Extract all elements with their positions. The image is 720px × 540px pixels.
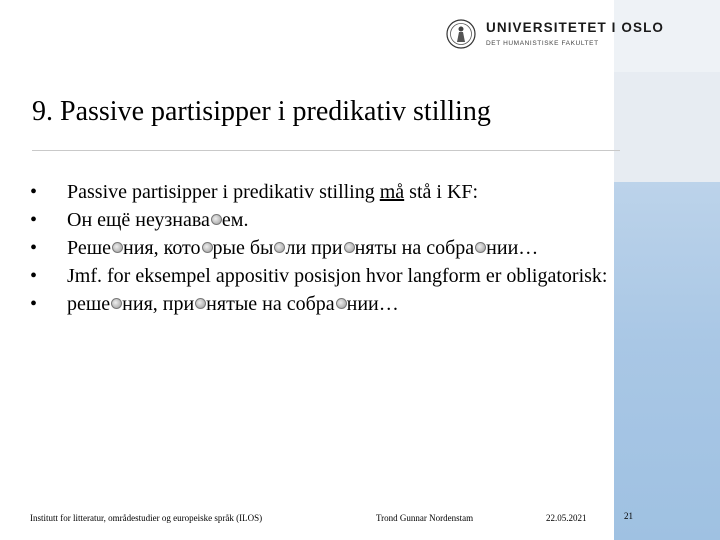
university-name: UNIVERSITETET I OSLO bbox=[486, 20, 665, 35]
stress-mark-icon bbox=[211, 214, 222, 225]
title-divider bbox=[32, 150, 620, 151]
stress-mark-icon bbox=[344, 242, 355, 253]
band-middle-panel bbox=[614, 72, 720, 182]
footer-author: Trond Gunnar Nordenstam bbox=[376, 513, 474, 523]
bullet-item: • Реше ния, кото рые бы ли при няты на собра нии… bbox=[30, 236, 610, 261]
bullet-item: • Он ещё неузнава ем. bbox=[30, 208, 610, 233]
bullet-item: • Passive partisipper i predikativ stilling må stå i KF: bbox=[30, 180, 610, 205]
bullet-list bbox=[30, 180, 610, 320]
slide-title: 9. Passive partisipper i predikativ stilling bbox=[32, 96, 491, 127]
bullet-item: • Jmf. for eksempel appositiv posisjon hvor langform er obligatorisk: bbox=[30, 264, 610, 289]
band-blue-panel bbox=[614, 182, 720, 540]
stress-mark-icon bbox=[202, 242, 213, 253]
stress-mark-icon bbox=[475, 242, 486, 253]
stress-mark-icon bbox=[111, 298, 122, 309]
bullet-item: • реше ния, при нятые на собра нии… bbox=[30, 292, 610, 317]
decorative-side-band bbox=[614, 0, 720, 540]
footer-date: 22.05.2021 bbox=[546, 513, 587, 523]
underlined-text: må bbox=[379, 181, 405, 203]
stress-mark-icon bbox=[112, 242, 123, 253]
faculty-name: DET HUMANISTISKE FAKULTET bbox=[486, 40, 599, 47]
stress-mark-icon bbox=[195, 298, 206, 309]
stress-mark-icon bbox=[274, 242, 285, 253]
university-logo bbox=[446, 14, 665, 54]
university-seal-icon bbox=[446, 18, 476, 50]
page-number: 21 bbox=[624, 511, 633, 521]
stress-mark-icon bbox=[336, 298, 347, 309]
footer-institute: Institutt for litteratur, områdestudier og europeiske språk (ILOS) bbox=[30, 513, 263, 523]
